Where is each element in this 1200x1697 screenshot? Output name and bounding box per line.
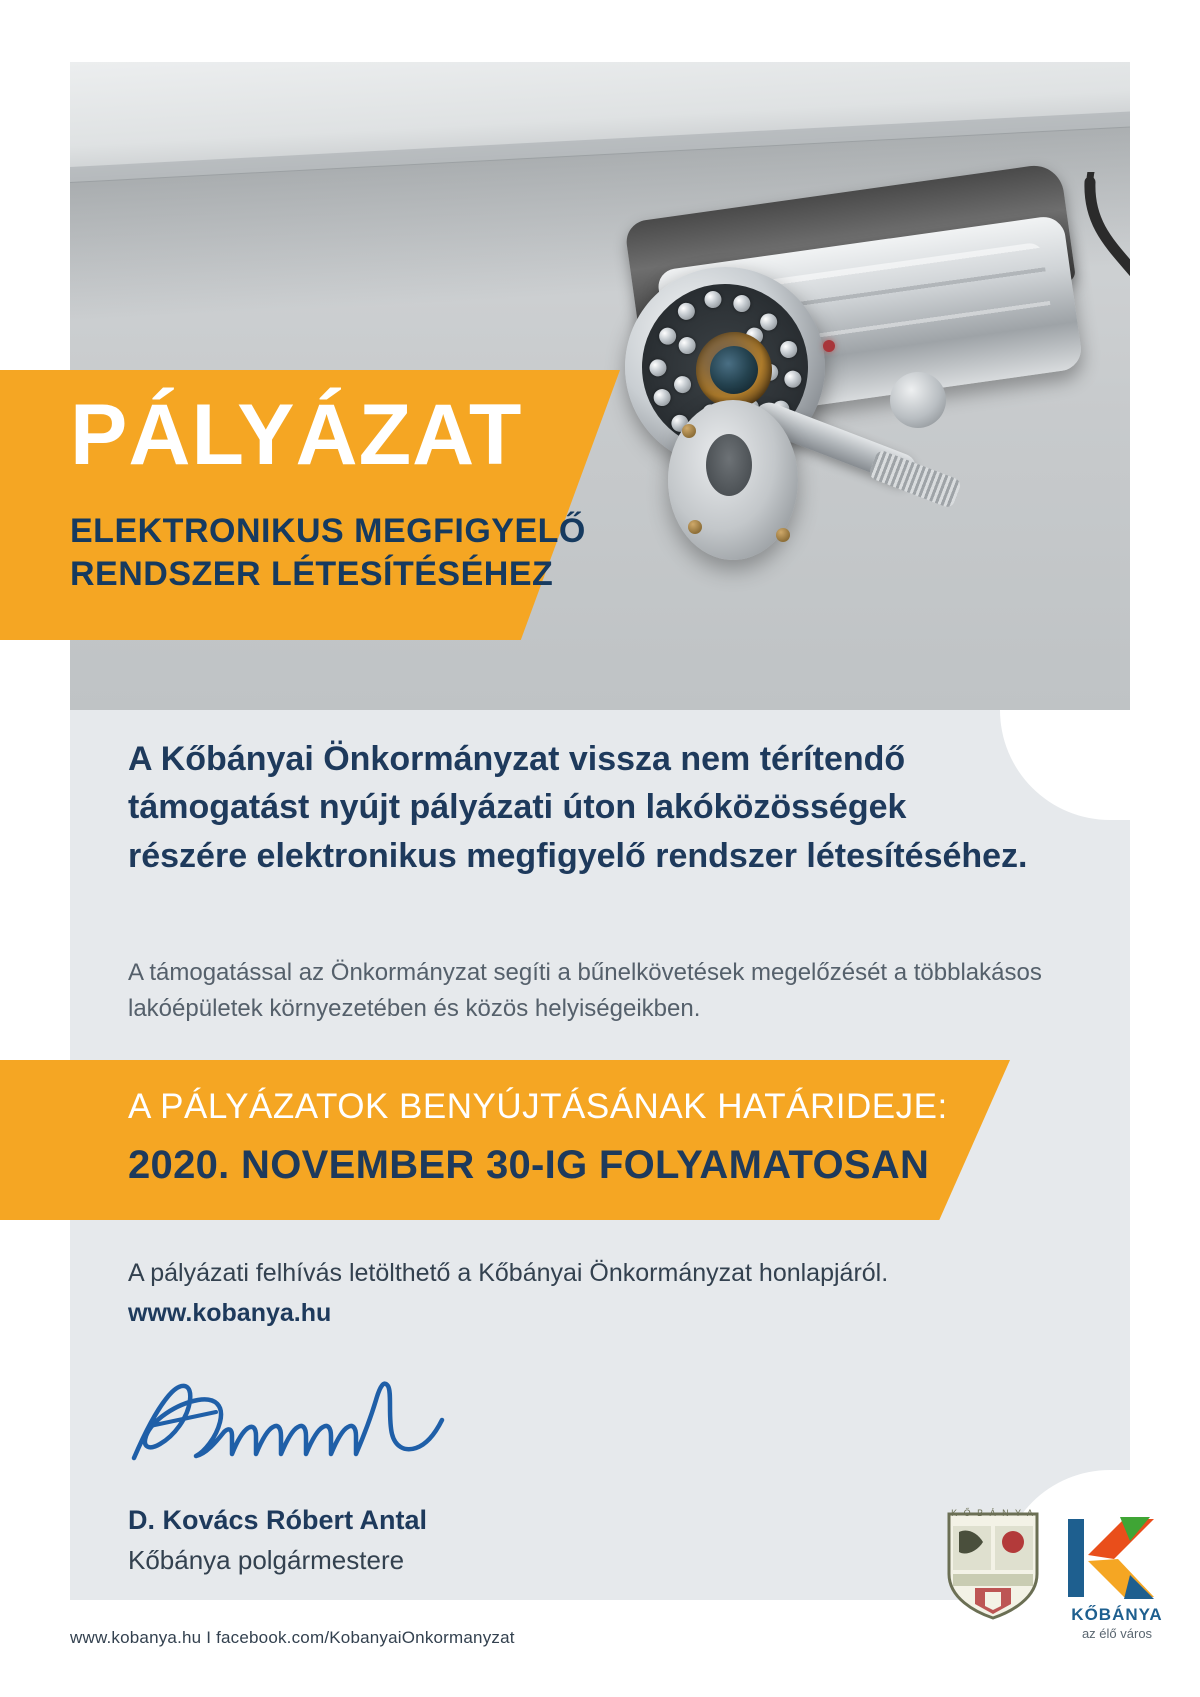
page-title: PÁLYÁZAT: [70, 387, 523, 483]
brand-name: KŐBÁNYA: [1071, 1605, 1163, 1624]
mount-screw: [688, 520, 702, 534]
crest-label: K Ő B Á N Y A: [951, 1508, 1035, 1518]
secondary-paragraph: A támogatással az Önkormányzat segíti a bűnelkövetések megelőzését a többlakásos lakóépületek környezetében és közös helyiségeikben.: [128, 959, 1042, 1022]
camera-mount-grip: [868, 449, 963, 509]
page-subtitle-line1: ELEKTRONIKUS MEGFIGYELŐ: [70, 512, 586, 550]
mount-screw: [776, 528, 790, 542]
signature-role: Kőbánya polgármestere: [128, 1545, 405, 1575]
camera-base-cable-hole: [706, 434, 752, 496]
camera-status-led: [823, 340, 835, 352]
download-text: A pályázati felhívás letölthető a Kőbányai Önkormányzat honlapjáról.: [128, 1259, 889, 1287]
mount-screw: [682, 424, 696, 438]
kobanya-coat-of-arms-icon: [945, 1508, 1041, 1620]
page-subtitle: [70, 510, 586, 595]
brand-tagline: az élő város: [1081, 1626, 1153, 1641]
deadline-band: [0, 1060, 1010, 1220]
lead-paragraph: A Kőbányai Önkormányzat vissza nem térítendő támogatást nyújt pályázati úton lakóközösségek részére elektronikus megfigyelő rendszer létesítéséhez.: [128, 740, 1028, 875]
download-url[interactable]: www.kobanya.hu: [128, 1299, 332, 1328]
signature-name: D. Kovács Róbert Antal: [128, 1505, 428, 1535]
camera-assembly: [570, 172, 1090, 592]
camera-ball-joint: [890, 372, 946, 428]
deadline-date: 2020. NOVEMBER 30-IG FOLYAMATOSAN: [128, 1143, 930, 1187]
download-info: [128, 1255, 1028, 1332]
deadline-label: A PÁLYÁZATOK BENYÚJTÁSÁNAK HATÁRIDEJE:: [128, 1087, 948, 1126]
footer-links[interactable]: www.kobanya.hu I facebook.com/KobanyaiOnkormanyzat: [70, 1628, 515, 1647]
mayor-signature: [120, 1370, 480, 1480]
page-subtitle-line2: RENDSZER LÉTESÍTÉSÉHEZ: [70, 554, 554, 593]
